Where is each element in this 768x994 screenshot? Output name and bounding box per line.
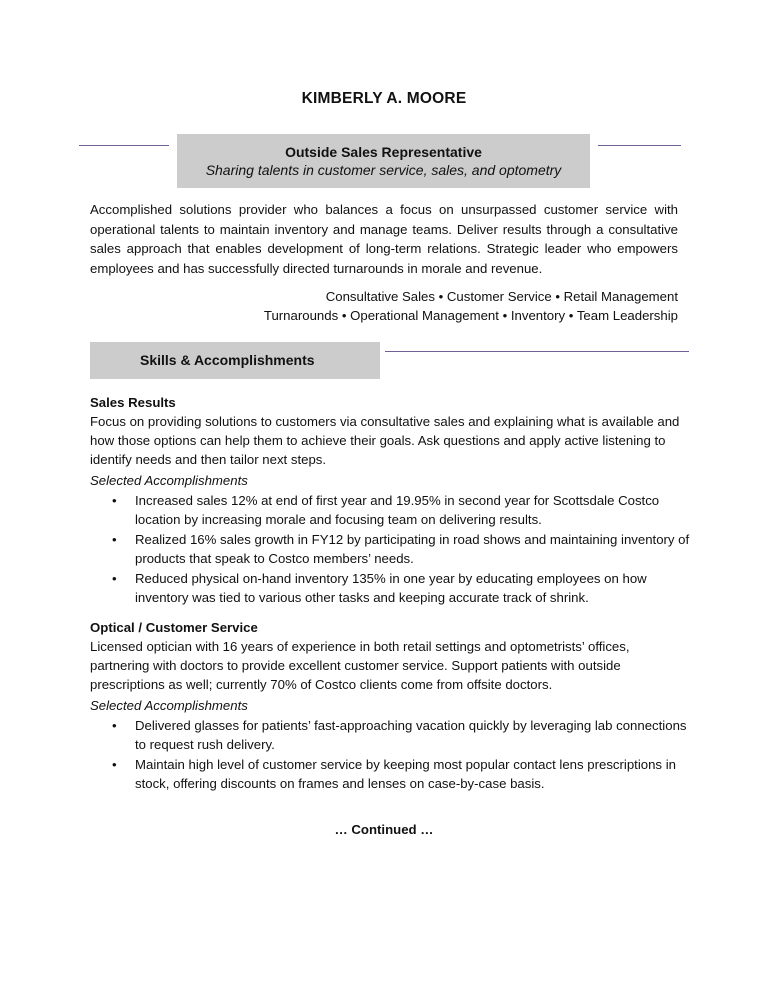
keyword-list — [90, 287, 678, 325]
list-item — [90, 716, 690, 754]
candidate-name: KIMBERLY A. MOORE — [301, 90, 467, 107]
list-item-text: Maintain high level of customer service by keeping most popular contact lens prescriptions in stock, offering discounts on frames and lenses on case-by-case basis. — [135, 757, 676, 791]
subsection-description: Focus on providing solutions to customers via consultative sales and explaining what is available and how those options can help them to achieve their goals. Ask questions and apply active listening to identify needs and then tailor next steps. — [90, 414, 680, 467]
header-rule-left — [79, 145, 169, 146]
accomplishment-list — [90, 716, 690, 793]
list-item — [90, 755, 690, 793]
job-tagline: Sharing talents in customer service, sales, and optometry — [205, 162, 562, 178]
keyword-line-2: Turnarounds • Operational Management • Inventory • Team Leadership — [263, 308, 678, 323]
summary-paragraph: Accomplished solutions provider who balances a focus on unsurpassed customer service with operational talents to maintain inventory and manage teams. Deliver results through a consultative sales approach that enables development of long-term relations. Strategic leader who empowers employees and has successfully directed turnarounds in morale and revenue. — [90, 202, 678, 276]
bullet-icon: • — [112, 532, 117, 547]
subsection-optical-customer-service — [90, 618, 690, 794]
title-banner — [177, 134, 590, 188]
subsection-description: Licensed optician with 16 years of experience in both retail settings and optometrists’ offices, partnering with doctors to provide excellent customer service. Support patients with outside prescriptions as well; currently 70% of Costco clients come from offsite doctors. — [90, 639, 630, 692]
accomplishment-list — [90, 491, 690, 607]
bullet-icon: • — [112, 718, 117, 733]
list-item — [90, 530, 690, 568]
header-rule-right — [598, 145, 681, 146]
list-item — [90, 569, 690, 607]
section-heading: Skills & Accomplishments — [140, 352, 315, 368]
continued-marker: … Continued … — [334, 822, 434, 837]
list-item-text: Realized 16% sales growth in FY12 by participating in road shows and maintaining inventory of products that speak to Costco members’ needs. — [135, 532, 690, 566]
subsection-heading: Sales Results — [90, 395, 176, 410]
selected-accomplishments-label: Selected Accomplishments — [90, 698, 248, 713]
subsection-sales-results — [90, 393, 690, 608]
selected-accomplishments-label: Selected Accomplishments — [90, 473, 248, 488]
bullet-icon: • — [112, 571, 117, 586]
section-heading-box — [90, 342, 380, 379]
job-title: Outside Sales Representative — [285, 144, 482, 160]
bullet-icon: • — [112, 493, 117, 508]
section-rule — [385, 351, 689, 352]
list-item-text: Delivered glasses for patients’ fast-approaching vacation quickly by leveraging lab connections to request rush delivery. — [135, 718, 687, 752]
bullet-icon: • — [112, 757, 117, 772]
list-item-text: Reduced physical on-hand inventory 135% in one year by educating employees on how inventory was tied to various other tasks and keeping accurate track of shrink. — [135, 571, 647, 605]
subsection-heading: Optical / Customer Service — [90, 620, 258, 635]
keyword-line-1: Consultative Sales • Customer Service • Retail Management — [325, 289, 678, 304]
list-item — [90, 491, 690, 529]
list-item-text: Increased sales 12% at end of first year and 19.95% in second year for Scottsdale Costco location by increasing morale and focusing team on delivering results. — [135, 493, 660, 527]
